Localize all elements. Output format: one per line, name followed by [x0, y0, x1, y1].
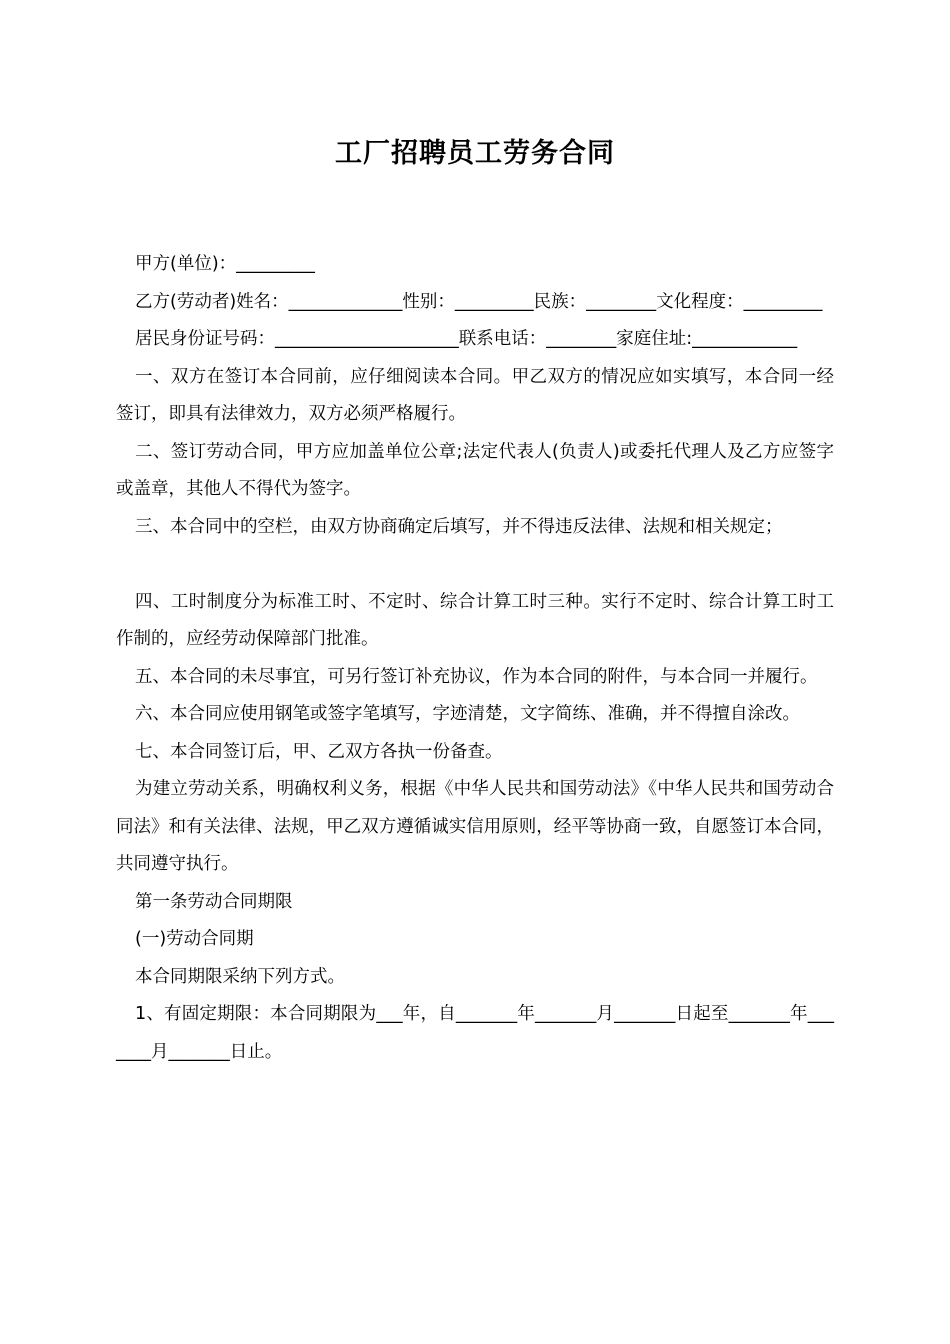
- clause-1: 一、双方在签订本合同前，应仔细阅读本合同。甲乙双方的情况应如实填写，本合同一经签订，即具有法律效力，双方必须严格履行。: [116, 366, 834, 424]
- document-title: 工厂招聘员工劳务合同: [335, 138, 615, 169]
- clause-6: 六、本合同应使用钢笔或签字笔填写，字迹清楚，文字简练、准确，并不得擅自涂改。: [135, 704, 800, 724]
- blank-gap: [116, 546, 834, 584]
- party-a-line: 甲方(单位)：_________: [135, 254, 315, 274]
- party-b-line: 乙方(劳动者)姓名：_____________性别：_________民族：________文化程度：_________: [135, 291, 823, 312]
- article-1-heading: 第一条劳动合同期限: [135, 891, 293, 912]
- preamble-paragraph: 为建立劳动关系，明确权利义务，根据《中华人民共和国劳动法》《中华人民共和国劳动合同法》和有关法律、法规，甲乙双方遵循诚实信用原则，经平等协商一致，自愿签订本合同，共同遵守执行。: [116, 779, 834, 874]
- clause-7: 七、本合同签订后，甲、乙双方各执一份备查。: [135, 741, 503, 762]
- section-1-heading: (一)劳动合同期: [135, 929, 254, 949]
- clause-5: 五、本合同的未尽事宜，可另行签订补充协议，作为本合同的附件，与本合同一并履行。: [135, 666, 818, 687]
- fixed-term-line: 1、有固定期限：本合同期限为___年，自_______年_______月_______日起至_______年_______月_______日止。: [116, 1004, 834, 1062]
- clause-4: 四、工时制度分为标准工时、不定时、综合计算工时三种。实行不定时、综合计算工时工作制的，应经劳动保障部门批准。: [116, 591, 834, 649]
- clause-2: 二、签订劳动合同，甲方应加盖单位公章;法定代表人(负责人)或委托代理人及乙方应签字或盖章，其他人不得代为签字。: [116, 441, 834, 499]
- term-method-line: 本合同期限采纳下列方式。: [135, 966, 345, 987]
- document-body: [116, 246, 834, 1071]
- id-contact-line: 居民身份证号码：_____________________联系电话：________家庭住址:____________: [135, 329, 798, 349]
- clause-3: 三、本合同中的空栏，由双方协商确定后填写，并不得违反法律、法规和相关规定；: [135, 516, 783, 537]
